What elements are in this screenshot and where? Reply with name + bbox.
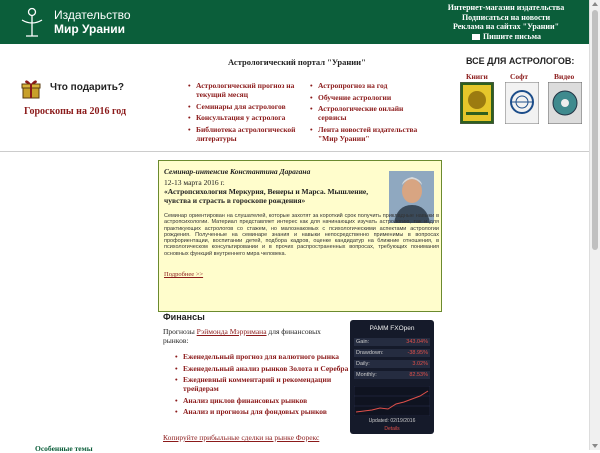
book-icon[interactable] — [460, 82, 494, 124]
header-link-ads[interactable]: Реклама на сайтах "Урании" — [452, 22, 560, 31]
video-icon[interactable] — [548, 82, 582, 124]
gain-chart — [354, 386, 430, 416]
finance-intro — [163, 327, 338, 345]
portal-link[interactable]: • Обучение астрологии — [310, 93, 428, 102]
portal-links-col2 — [310, 81, 428, 145]
portal-link[interactable]: • Семинары для астрологов — [188, 102, 306, 111]
product-label-software[interactable]: Софт — [510, 72, 529, 81]
scrollbar-thumb[interactable] — [592, 10, 598, 250]
widget-title: PAMM FXOpen — [369, 325, 415, 332]
finance-intro-suffix: для финансовых рынков: — [163, 327, 321, 345]
products-title: ВСЕ ДЛЯ АСТРОЛОГОВ: — [466, 56, 575, 66]
portal-link[interactable]: • Астрологический прогноз на текущий месяц — [188, 81, 306, 99]
seminar-name[interactable]: «Астропсихология Меркурия, Венеры и Марса. Мышление, чувства и страсть в гороскопе рождения» — [164, 187, 369, 205]
urania-logo-icon[interactable] — [18, 6, 46, 38]
seminar-description: Семинар ориентирован на слушателей, которые захотят за короткий срок получить прикладные навыки в астропсихологии. Материал представляет интерес как для начинающих изучать астрологию, так и для практикующих астрологов со стажем, но малознакомых с психологическими аспектами астрологии рождения. Полученные на семинаре знания и навыки непосредственно применимы в вопросах профориентации, воспитании детей, подбора кадров, оценке кандидатур на ближние отношения, в психологическом консультировании и в прочих распространенных вопросах, требующих понимания основных функций внутреннего мира человека. — [164, 213, 439, 257]
header-link-write-label: Пишите письма — [482, 31, 542, 41]
finance-link[interactable]: • Еженедельный прогноз для валютного рынка — [175, 352, 350, 361]
widget-updated: Updated: 02/19/2016 — [368, 418, 416, 424]
finance-link[interactable]: • Еженедельный анализ рынков Золота и Серебра — [175, 364, 350, 373]
widget-row-monthly — [354, 371, 430, 379]
portal-link[interactable]: • Лента новостей издательства "Мир Урании" — [310, 125, 428, 143]
brand-line1[interactable]: Издательство — [54, 8, 131, 22]
widget-value: 3.02% — [412, 361, 428, 367]
author-link[interactable]: Рэймонда Мэрримана — [196, 327, 267, 336]
pamm-widget[interactable] — [350, 320, 434, 434]
forex-copy-link[interactable]: Копируйте прибыльные сделки на рынке Форекс — [163, 433, 320, 442]
gift-link[interactable]: Что подарить? — [50, 82, 125, 93]
finance-intro-prefix: Прогнозы — [163, 327, 197, 336]
finance-links — [175, 352, 350, 419]
widget-value: 82.53% — [409, 372, 428, 378]
seminar-title[interactable]: Семинар-интенсив Константина Дарагана — [164, 167, 311, 176]
product-label-books[interactable]: Книги — [466, 72, 488, 81]
divider — [0, 151, 589, 152]
header-link-shop[interactable]: Интернет-магазин издательства — [447, 3, 565, 12]
horoscopes-link[interactable]: Гороскопы на 2016 год — [24, 106, 127, 117]
mail-icon — [471, 33, 481, 41]
portal-link[interactable]: • Консультация у астролога — [188, 113, 306, 122]
portal-link[interactable]: • Астрологические онлайн сервисы — [310, 104, 428, 122]
header-link-write[interactable] — [441, 32, 571, 42]
widget-value: -38.95% — [407, 350, 428, 356]
finance-title: Финансы — [163, 312, 205, 322]
widget-key: Daily: — [356, 361, 370, 367]
brand-line2[interactable]: Мир Урании — [54, 22, 126, 36]
portal-links-col1 — [188, 81, 306, 145]
widget-row-drawdown — [354, 349, 430, 357]
product-label-video[interactable]: Видео — [554, 72, 575, 81]
header-links — [441, 3, 571, 41]
gift-icon[interactable] — [20, 78, 42, 100]
widget-value: 343.04% — [406, 339, 428, 345]
software-icon[interactable] — [505, 82, 539, 124]
seminar-more-link[interactable]: Подробнее >> — [164, 271, 204, 278]
portal-link[interactable]: • Библиотека астрологической литературы — [188, 125, 306, 143]
portal-title: Астрологический портал "Урании" — [228, 57, 366, 67]
finance-link[interactable]: • Ежедневный комментарий и рекомендации трейдерам — [175, 375, 350, 393]
portal-link[interactable]: • Астропрогноз на год — [310, 81, 428, 90]
finance-link[interactable]: • Анализ и прогнозы для фондовых рынков — [175, 407, 350, 416]
finance-link[interactable]: • Анализ циклов финансовых рынков — [175, 396, 350, 405]
widget-key: Gain: — [356, 339, 370, 345]
site-header — [0, 0, 589, 44]
seminar-date: 12-13 марта 2016 г. — [164, 178, 225, 187]
page-scrollbar[interactable] — [589, 0, 600, 450]
scroll-up-icon[interactable] — [592, 2, 598, 6]
widget-key: Monthly: — [356, 372, 377, 378]
widget-row-gain — [354, 338, 430, 346]
scroll-down-icon[interactable] — [592, 444, 598, 448]
widget-details-link[interactable]: Details — [384, 426, 400, 432]
header-link-subscribe[interactable]: Подписаться на новости — [461, 12, 551, 22]
special-topics-heading: Особенные темы — [35, 444, 93, 453]
widget-row-daily — [354, 360, 430, 368]
widget-key: Drawdown: — [356, 350, 384, 356]
seminar-announcement — [158, 160, 442, 312]
